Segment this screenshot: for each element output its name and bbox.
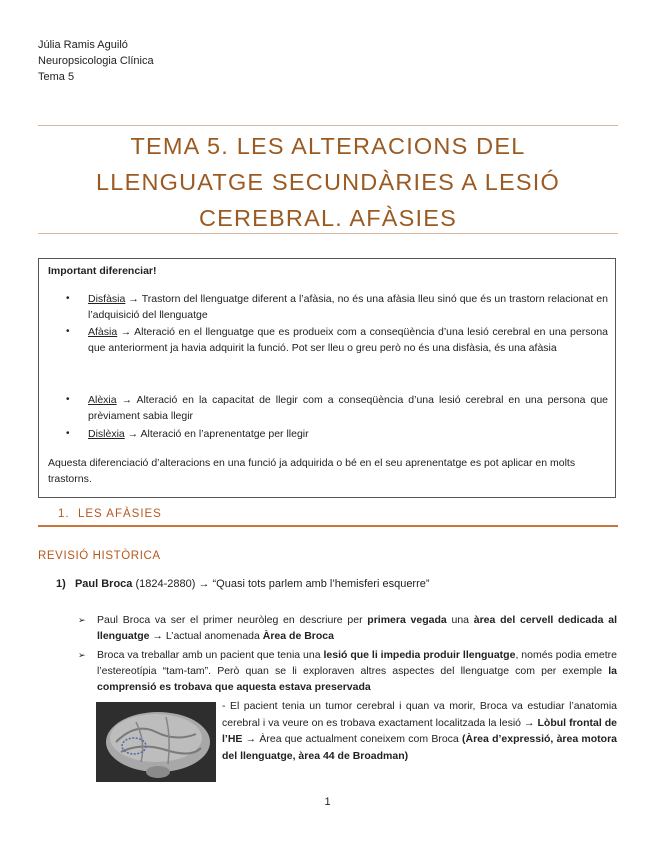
section-number: 1. bbox=[58, 508, 70, 520]
bold-run: (Àrea d’expressió, àrea motora del llenguatge, àrea 44 de Broadman) bbox=[222, 733, 617, 762]
bullet-icon: • bbox=[66, 428, 70, 439]
definition-text: → Alteració en el llenguatge que es produeix com a conseqüència d’una lesió cerebral en una persona que anteriorment ja havia adquirit la funció. Pot ser lleu o greu però no és una disfàsia, és una afàsia bbox=[88, 326, 608, 354]
definition-text: → Alteració en l’aprenentatge per llegir bbox=[124, 428, 309, 440]
text-run: una bbox=[446, 614, 474, 626]
title-bottom-rule bbox=[38, 233, 618, 234]
section-rule bbox=[38, 525, 618, 527]
bullet-icon: • bbox=[66, 326, 70, 337]
bold-run: la comprensió es trobava que aquesta estava preservada bbox=[97, 665, 617, 693]
topic-label: Tema 5 bbox=[38, 71, 75, 83]
broca-name: Paul Broca bbox=[74, 578, 133, 590]
page-number: 1 bbox=[324, 796, 331, 808]
broca-quote: (1824-2880) → “Quasi tots parlem amb l’hemisferi esquerre” bbox=[132, 578, 430, 590]
text-run: Broca va treballar amb un pacient que tenia una bbox=[97, 649, 324, 661]
term-disfasia: Disfàsia bbox=[88, 293, 126, 305]
bold-run: Àrea de Broca bbox=[262, 630, 334, 642]
definition-item bbox=[66, 291, 608, 323]
text-run: - El pacient tenia un tumor cerebral i quan va morir, Broca va estudiar l’anatomia cerebral i va veure on es trobava exactament localitzada la lesió → bbox=[222, 700, 617, 729]
bullet-icon: • bbox=[66, 394, 70, 405]
definition-item bbox=[66, 392, 608, 424]
subsection-heading-historica: REVISIÓ HISTÒRICA bbox=[38, 550, 161, 562]
definition-text: → Alteració en la capacitat de llegir com a conseqüència d’una lesió cerebral en una persona que prèviament sabia llegir bbox=[88, 394, 608, 422]
bold-run: primera vegada bbox=[367, 614, 447, 626]
broca-point-3 bbox=[222, 698, 617, 764]
term-dislexia: Dislèxia bbox=[88, 428, 125, 440]
definition-item bbox=[66, 324, 608, 356]
item-number: 1) bbox=[56, 578, 66, 590]
bold-run: lesió que li impedia produir llenguatge bbox=[323, 649, 516, 661]
text-run: , només podia emetre l’estereotípia “tam-tam”. Però quan se li exploraven altres aspectes del llenguatge com per exemple bbox=[97, 649, 617, 677]
title-top-rule bbox=[38, 125, 618, 126]
arrow-bullet-icon: ➢ bbox=[78, 615, 86, 625]
title-line-1: TEMA 5. LES ALTERACIONS DEL bbox=[130, 133, 526, 159]
term-alexia: Alèxia bbox=[88, 394, 117, 406]
section-heading-afasies bbox=[58, 508, 162, 520]
note-heading: Important diferenciar! bbox=[48, 265, 157, 277]
bullet-icon: • bbox=[66, 293, 70, 304]
course-name: Neuropsicologia Clínica bbox=[38, 55, 154, 67]
document-header bbox=[38, 37, 154, 85]
broca-point-2 bbox=[97, 647, 617, 695]
text-run: → L’actual anomenada bbox=[149, 630, 263, 642]
arrow-bullet-icon: ➢ bbox=[78, 650, 86, 660]
bold-run: Lòbul frontal de l’HE bbox=[222, 716, 617, 745]
section-label: LES AFÀSIES bbox=[77, 508, 162, 520]
author-name: Júlia Ramis Aguiló bbox=[38, 39, 128, 51]
note-closing-paragraph: Aquesta diferenciació d’alteracions en una funció ja adquirida o bé en el seu aprenentatge es pot aplicar en molts trastorns. bbox=[48, 457, 576, 485]
definition-text: → Trastorn del llenguatge diferent a l’afàsia, no és una afàsia lleu sinó que és un trastorn relacionat en l’adquisició del llenguatge bbox=[88, 293, 608, 321]
text-run: → Àrea que actualment coneixem com Broca bbox=[242, 733, 462, 745]
title-line-3: CEREBRAL. AFÀSIES bbox=[198, 205, 458, 231]
page-title bbox=[38, 128, 618, 236]
bold-run: àrea del cervell dedicada al llenguatge bbox=[97, 614, 618, 642]
text-run: Paul Broca va ser el primer neuròleg en descriure per bbox=[97, 614, 368, 626]
brain-photo bbox=[96, 702, 216, 782]
broca-item-heading bbox=[56, 578, 430, 590]
title-line-2: LLENGUATGE SECUNDÀRIES A LESIÓ bbox=[96, 169, 560, 195]
term-afasia: Afàsia bbox=[88, 326, 118, 338]
important-note-box bbox=[38, 258, 616, 498]
definition-item bbox=[66, 426, 608, 442]
broca-point-1 bbox=[97, 612, 617, 644]
